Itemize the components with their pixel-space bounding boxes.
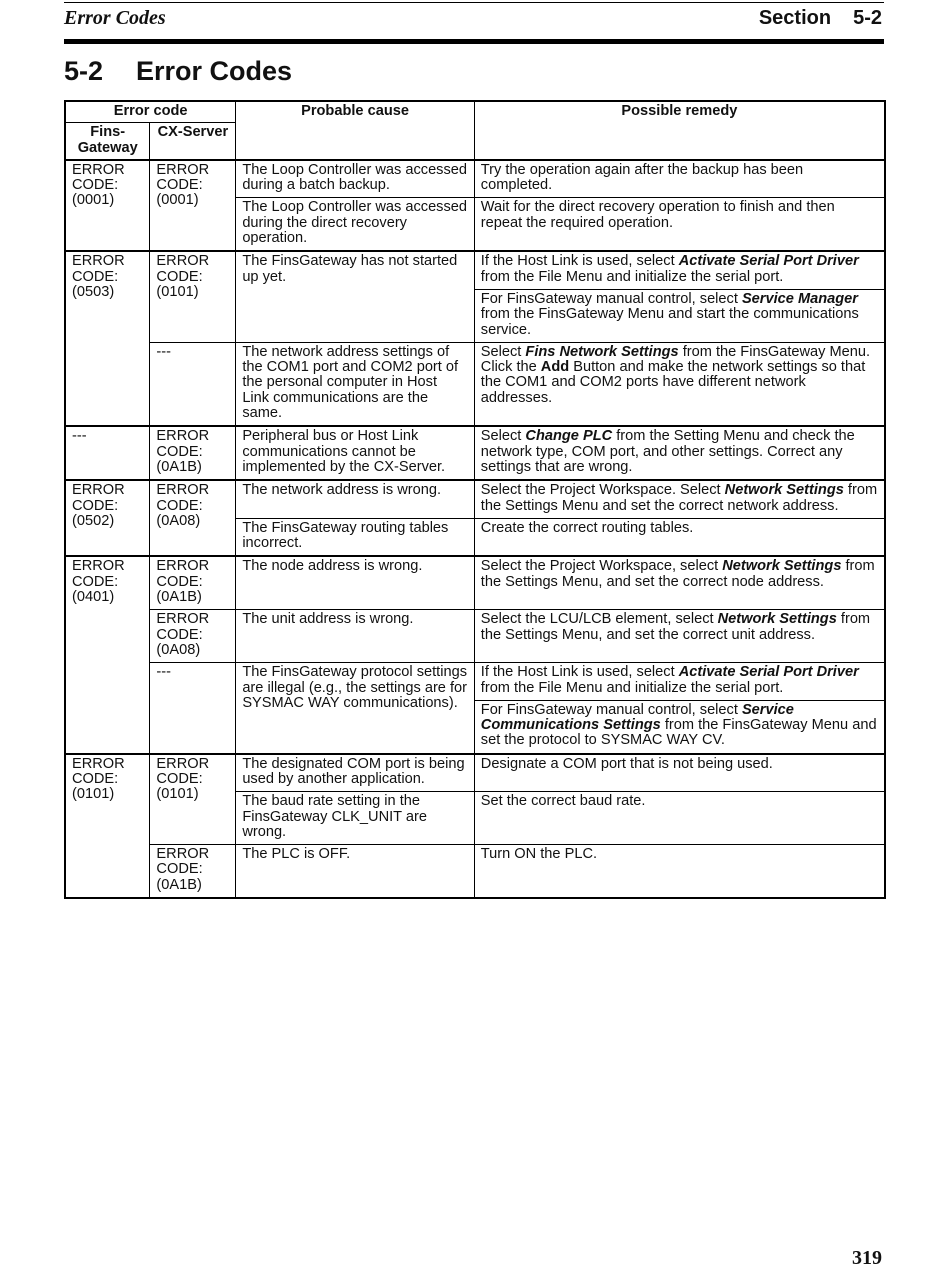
remedy-text: Button and make the network settings so that the COM1 and COM2 ports have different network addresses. <box>480 359 866 406</box>
table-row <box>65 556 885 609</box>
table-row <box>65 754 885 792</box>
table-row <box>65 426 885 480</box>
cause-cell: The FinsGateway has not started up yet. <box>236 251 474 342</box>
table-row <box>65 160 885 198</box>
fins-code-cell: ERROR CODE: (0401) <box>65 556 150 753</box>
menu-command: Service Communications Settings <box>480 701 794 734</box>
table-row <box>65 663 885 701</box>
cx-code-cell: ERROR CODE: (0001) <box>150 160 236 251</box>
header-section <box>737 7 882 30</box>
remedy-text: from the FinsGateway Menu and set the protocol to SYSMAC WAY CV. <box>480 717 877 749</box>
remedy-cell: Wait for the direct recovery operation to finish and then repeat the required operation. <box>474 198 885 251</box>
remedy-text: from the FinsGateway Menu and start the communications service. <box>480 306 859 338</box>
fins-code-cell: ERROR CODE: (0101) <box>65 754 150 898</box>
remedy-cell: Set the correct baud rate. <box>474 792 885 845</box>
remedy-text: from the Setting Menu and check the network type, COM port, and other settings. Correct any settings that are wrong. <box>480 428 855 475</box>
title-number: 5-2 <box>64 56 104 86</box>
cause-cell: The Loop Controller was accessed during a batch backup. <box>236 160 474 198</box>
remedy-text: If the Host Link is used, select <box>480 664 679 681</box>
table-row <box>65 342 885 426</box>
fins-code-cell: ERROR CODE: (0503) <box>65 251 150 426</box>
remedy-cell <box>474 610 885 663</box>
remedy-text: from the Settings Menu, and set the correct node address. <box>480 558 875 590</box>
table-row <box>65 610 885 663</box>
header-error-code: Error code <box>65 101 236 123</box>
header-chapter-title: Error Codes <box>64 7 166 29</box>
cause-cell: Peripheral bus or Host Link communications cannot be implemented by the CX-Server. <box>236 426 474 480</box>
title-text: Error Codes <box>136 56 293 86</box>
remedy-cell: Try the operation again after the backup has been completed. <box>474 160 885 198</box>
remedy-cell: Create the correct routing tables. <box>474 518 885 556</box>
cx-code-cell: ERROR CODE: (0A1B) <box>150 426 236 480</box>
running-header <box>64 2 884 44</box>
menu-command: Change PLC <box>525 428 613 445</box>
menu-command: Activate Serial Port Driver <box>678 664 859 681</box>
cx-code-cell: --- <box>150 342 236 426</box>
cx-code-cell: ERROR CODE: (0A08) <box>150 610 236 663</box>
remedy-text: from the File Menu and initialize the serial port. <box>480 679 784 696</box>
remedy-cell: Designate a COM port that is not being used. <box>474 754 885 792</box>
remedy-text: Select the Project Workspace, select <box>480 558 723 575</box>
cause-cell: The FinsGateway protocol settings are illegal (e.g., the settings are for SYSMAC WAY communications). <box>236 663 474 754</box>
cause-cell: The baud rate setting in the FinsGateway CLK_UNIT are wrong. <box>236 792 474 845</box>
cause-cell: The PLC is OFF. <box>236 845 474 898</box>
header-section-number: 5-2 <box>853 7 882 29</box>
header-cx-server: CX-Server <box>150 123 236 160</box>
menu-command: Fins Network Settings <box>525 343 679 360</box>
remedy-cell <box>474 480 885 518</box>
remedy-cell <box>474 426 885 480</box>
menu-command: Service Manager <box>741 290 858 307</box>
page-title <box>64 56 292 87</box>
cx-code-cell: --- <box>150 663 236 754</box>
menu-command: Network Settings <box>724 482 844 499</box>
remedy-text: from the File Menu and initialize the serial port. <box>480 268 784 285</box>
header-probable-cause: Probable cause <box>236 101 474 160</box>
button-name: Add <box>540 359 570 376</box>
cx-code-cell: ERROR CODE: (0101) <box>150 754 236 845</box>
table-row <box>65 845 885 898</box>
table-row <box>65 251 885 289</box>
remedy-text: Select the LCU/LCB element, select <box>480 611 718 628</box>
remedy-text: For FinsGateway manual control, select <box>480 701 742 718</box>
page-number: 319 <box>852 1247 882 1269</box>
remedy-text: from the FinsGateway Menu. Click the <box>480 343 871 376</box>
remedy-cell <box>474 663 885 701</box>
menu-command: Activate Serial Port Driver <box>678 253 859 270</box>
menu-command: Network Settings <box>717 611 837 628</box>
cause-cell: The node address is wrong. <box>236 556 474 609</box>
fins-code-cell: ERROR CODE: (0001) <box>65 160 150 251</box>
cx-code-cell: ERROR CODE: (0101) <box>150 251 236 342</box>
cause-cell: The unit address is wrong. <box>236 610 474 663</box>
menu-command: Network Settings <box>722 558 842 575</box>
remedy-text: Select the Project Workspace. Select <box>480 482 725 499</box>
remedy-cell <box>474 289 885 342</box>
table-row <box>65 480 885 518</box>
header-section-label: Section <box>758 7 832 29</box>
cause-cell: The FinsGateway routing tables incorrect. <box>236 518 474 556</box>
remedy-cell: Turn ON the PLC. <box>474 845 885 898</box>
cause-cell: The network address settings of the COM1 port and COM2 port of the personal computer in Host Link communications are the same. <box>236 342 474 426</box>
remedy-cell <box>474 342 885 426</box>
header-possible-remedy: Possible remedy <box>474 101 885 160</box>
cause-cell: The Loop Controller was accessed during the direct recovery operation. <box>236 198 474 251</box>
remedy-text: from the Settings Menu and set the correct network address. <box>480 482 878 514</box>
fins-code-cell: --- <box>65 426 150 480</box>
error-codes-table <box>64 100 886 899</box>
remedy-cell <box>474 251 885 289</box>
header-fins-gateway: Fins-Gateway <box>65 123 150 160</box>
cx-code-cell: ERROR CODE: (0A1B) <box>150 556 236 609</box>
remedy-text: from the Settings Menu, and set the correct unit address. <box>480 611 871 643</box>
remedy-cell <box>474 556 885 609</box>
remedy-text: Select <box>480 343 526 360</box>
cause-cell: The network address is wrong. <box>236 480 474 518</box>
cx-code-cell: ERROR CODE: (0A08) <box>150 480 236 556</box>
cx-code-cell: ERROR CODE: (0A1B) <box>150 845 236 898</box>
remedy-cell <box>474 700 885 753</box>
remedy-text: For FinsGateway manual control, select <box>480 290 742 307</box>
remedy-text: Select <box>480 428 526 445</box>
remedy-text: If the Host Link is used, select <box>480 253 679 270</box>
fins-code-cell: ERROR CODE: (0502) <box>65 480 150 556</box>
cause-cell: The designated COM port is being used by another application. <box>236 754 474 792</box>
